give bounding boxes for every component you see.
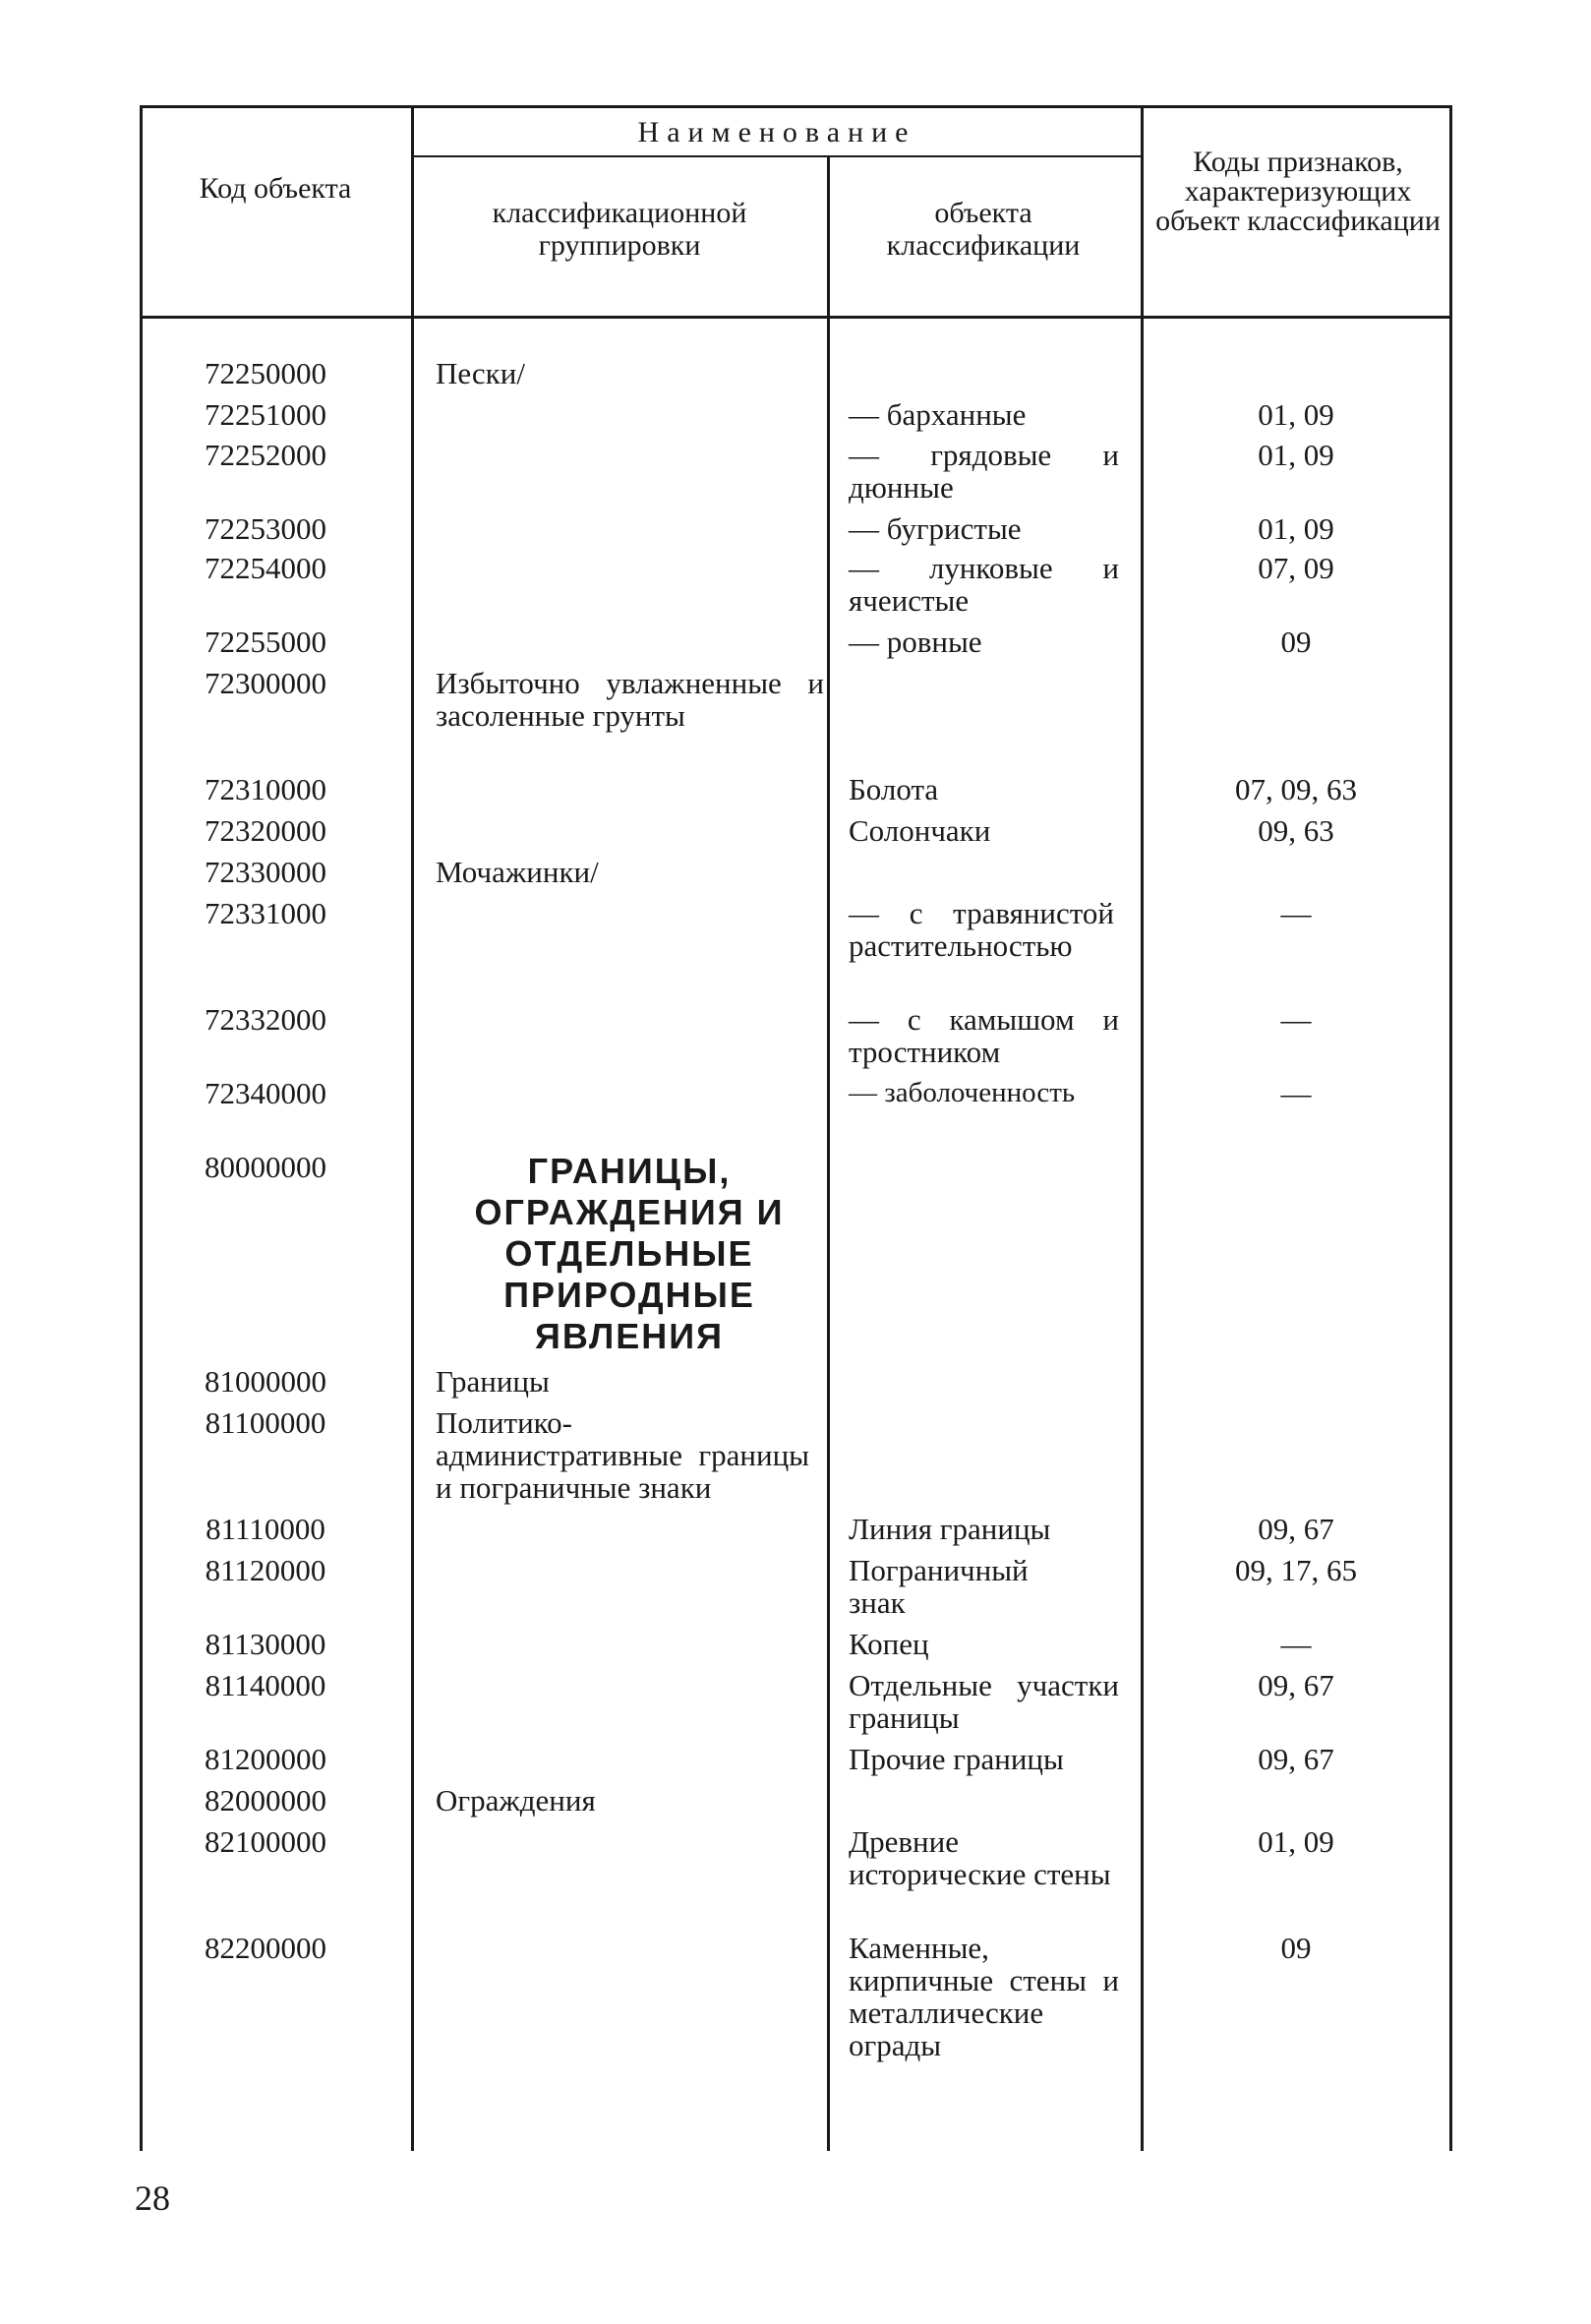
group-column-divider xyxy=(411,105,414,2151)
object-code: 81140000 xyxy=(205,1668,326,1702)
object-name: Солончаки xyxy=(849,813,991,848)
group-name: Пески/ xyxy=(436,356,525,390)
object-code: 72331000 xyxy=(205,896,326,930)
object-name: Каменные, кирпичные стены и металлические ограды xyxy=(849,1931,1119,2062)
object-name: Копец xyxy=(849,1627,929,1661)
attr-codes: 01, 09 xyxy=(1258,438,1334,472)
object-code: 72330000 xyxy=(205,855,326,889)
object-code: 82100000 xyxy=(205,1824,326,1859)
attr-codes: 09 xyxy=(1280,1931,1312,1965)
attr-codes: 07, 09, 63 xyxy=(1235,772,1357,806)
attr-codes: — xyxy=(1280,896,1312,930)
group-name: Ограждения xyxy=(436,1783,596,1817)
object-name: Пограничный знак xyxy=(849,1553,1029,1620)
object-name: — с травянистой растительностью xyxy=(849,896,1114,963)
attr-codes: 09, 17, 65 xyxy=(1235,1553,1357,1587)
table-right-border xyxy=(1449,105,1452,2151)
object-code: 81130000 xyxy=(205,1627,326,1661)
table-left-border xyxy=(140,105,143,2151)
object-name: Болота xyxy=(849,772,939,806)
attr-codes: 09, 67 xyxy=(1258,1742,1334,1776)
object-code: 81100000 xyxy=(205,1405,326,1440)
header-code: Код объекта xyxy=(199,172,352,205)
object-code: 72252000 xyxy=(205,438,326,472)
attr-codes: 09, 67 xyxy=(1258,1512,1334,1546)
object-code: 81200000 xyxy=(205,1742,326,1776)
object-code: 82200000 xyxy=(205,1931,326,1965)
object-name: Отдельные участки границы xyxy=(849,1668,1119,1735)
header-object: объекта классификации xyxy=(886,197,1081,262)
object-name: — заболоченность xyxy=(849,1077,1076,1108)
object-name: Древние исторические стены xyxy=(849,1824,1111,1891)
object-code: 72254000 xyxy=(205,551,326,585)
object-code: 81120000 xyxy=(205,1553,326,1587)
attr-codes: — xyxy=(1280,1076,1312,1110)
group-name: Мочажинки/ xyxy=(436,855,599,889)
attr-codes: — xyxy=(1280,1627,1312,1661)
object-name: — бугристые xyxy=(849,511,1022,546)
naming-subheader-border xyxy=(413,155,1141,157)
attr-codes: 01, 09 xyxy=(1258,397,1334,432)
object-code: 72332000 xyxy=(205,1002,326,1037)
object-code: 82000000 xyxy=(205,1783,326,1817)
object-code: 72250000 xyxy=(205,356,326,390)
object-name: — с камышом и тростником xyxy=(849,1002,1119,1069)
attr-codes: 09, 63 xyxy=(1258,813,1334,848)
object-name: — лунковые и ячеистые xyxy=(849,551,1119,618)
object-name: — грядовые и дюнные xyxy=(849,438,1119,505)
section-title: ГРАНИЦЫ, ОГРАЖДЕНИЯ И ОТДЕЛЬНЫЕ ПРИРОДНЫЕ ЯВЛЕНИЯ xyxy=(474,1151,785,1356)
object-code: 72320000 xyxy=(205,813,326,848)
group-name: Политико-административные границы и пограничные знаки xyxy=(436,1405,809,1505)
page-number: 28 xyxy=(135,2178,170,2218)
object-code: 72310000 xyxy=(205,772,326,806)
attr-codes: 09, 67 xyxy=(1258,1668,1334,1702)
attr-codes: 01, 09 xyxy=(1258,511,1334,546)
object-name: Прочие границы xyxy=(849,1742,1064,1776)
header-naming: Наименование xyxy=(637,116,916,149)
header-group: классификационной группировки xyxy=(492,197,747,262)
object-code: 72253000 xyxy=(205,511,326,546)
object-code: 72251000 xyxy=(205,397,326,432)
object-name: — барханные xyxy=(849,397,1027,432)
object-name: Линия границы xyxy=(849,1512,1051,1546)
header-attr: Коды признаков, характеризующих объект классификации xyxy=(1155,146,1441,237)
object-code: 72300000 xyxy=(205,666,326,700)
group-name: Избыточно увлажненные и засоленные грунты xyxy=(436,666,824,733)
attr-column-divider xyxy=(1141,105,1144,2151)
object-code: 81110000 xyxy=(206,1512,325,1546)
attr-codes: — xyxy=(1280,1002,1312,1037)
table-top-border xyxy=(140,105,1452,108)
object-code: 72255000 xyxy=(205,625,326,659)
object-code: 81000000 xyxy=(205,1364,326,1399)
attr-codes: 07, 09 xyxy=(1258,551,1334,585)
object-code: 80000000 xyxy=(205,1150,326,1184)
object-name: — ровные xyxy=(849,625,982,659)
group-name: Границы xyxy=(436,1364,550,1399)
object-code: 72340000 xyxy=(205,1076,326,1110)
header-bottom-border xyxy=(140,316,1452,319)
attr-codes: 01, 09 xyxy=(1258,1824,1334,1859)
attr-codes: 09 xyxy=(1280,625,1312,659)
